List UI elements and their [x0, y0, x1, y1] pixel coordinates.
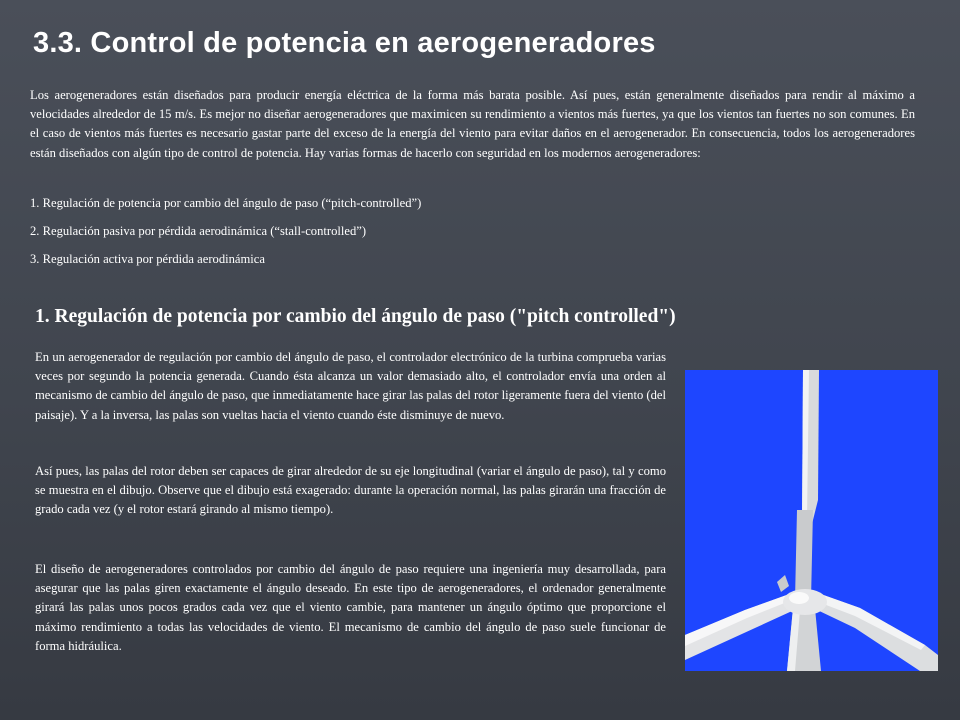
list-item-active-stall: 3. Regulación activa por pérdida aerodinámica: [30, 252, 265, 266]
section-heading: 1. Regulación de potencia por cambio del ángulo de paso ("pitch controlled"): [35, 306, 676, 327]
wind-turbine-figure: [685, 370, 938, 671]
list-item-stall: 2. Regulación pasiva por pérdida aerodinámica (“stall-controlled”): [30, 224, 367, 238]
section-paragraph-1: En un aerogenerador de regulación por cambio del ángulo de paso, el controlador electrónico de la turbina comprueba varias veces por segundo la potencia generada. Cuando ésta alcanza un valor demasiado alto, el controlador envía una orden al mecanismo de cambio del ángulo de paso, que inmediatamente hace girar las palas del rotor ligeramente fuera del viento (del paisaje). Y a la inversa, las palas son vueltas hacia el viento cuando éste disminuye de nuevo.: [35, 350, 666, 422]
wind-turbine-icon: [685, 370, 938, 671]
slide-title: 3.3. Control de potencia en aerogeneradores: [33, 27, 656, 59]
section-paragraph-3: El diseño de aerogeneradores controlados por cambio del ángulo de paso requiere una ingeniería muy desarrollada, para asegurar que las palas giren exactamente el ángulo deseado. En este tipo de aerogeneradores, el ordenador generalmente girará las palas unos pocos grados cada vez que el viento cambie, para mantener un ángulo óptimo que proporcione el máximo rendimiento a todas las velocidades de viento. El mecanismo de cambio del ángulo de paso suele funcionar de forma hidráulica.: [35, 562, 666, 653]
intro-paragraph: Los aerogeneradores están diseñados para producir energía eléctrica de la forma más barata posible. Así pues, están generalmente diseñados para rendir al máximo a velocidades alrededor de 15 m/s. Es mejor no diseñar aerogeneradores que maximicen su rendimiento a vientos más fuertes, ya que los vientos tan fuertes no son comunes. En el caso de vientos más fuertes es necesario gastar parte del exceso de la energía del viento para evitar daños en el aerogenerador. En consecuencia, todos los aerogeneradores están diseñados con algún tipo de control de potencia. Hay varias formas de hacerlo con seguridad en los modernos aerogeneradores:: [30, 88, 915, 160]
list-item-pitch: 1. Regulación de potencia por cambio del ángulo de paso (“pitch-controlled”): [30, 196, 422, 210]
section-paragraph-2: Así pues, las palas del rotor deben ser capaces de girar alrededor de su eje longitudinal (variar el ángulo de paso), tal y como se muestra en el dibujo. Observe que el dibujo está exagerado: durante la operación normal, las palas girarán una fracción de grado cada vez (y el rotor estará girando al mismo tiempo).: [35, 464, 666, 517]
